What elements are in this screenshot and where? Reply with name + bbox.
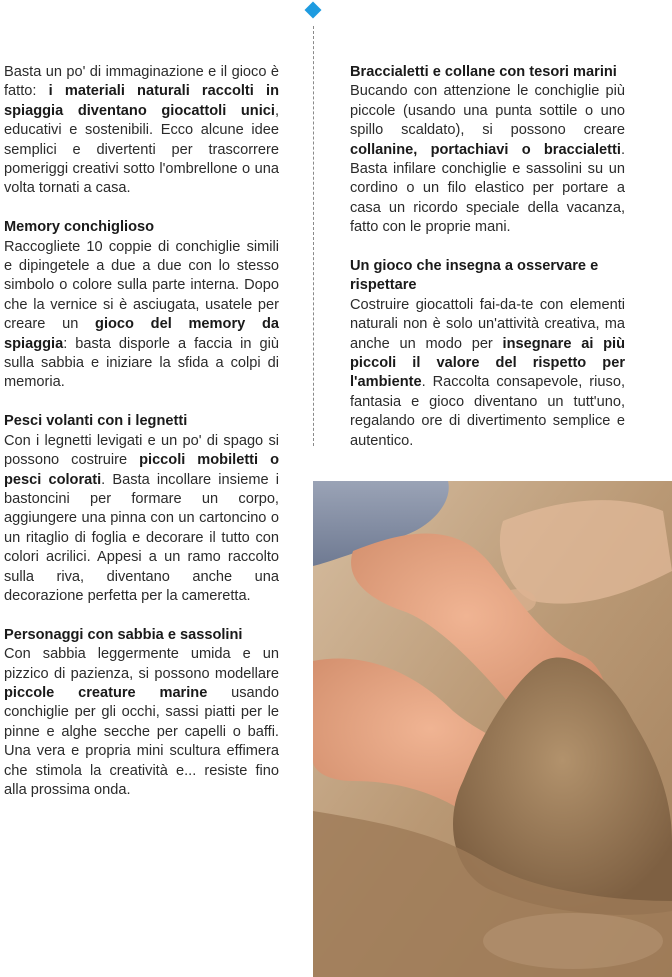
memory-heading: Memory conchiglioso — [4, 219, 155, 236]
osservare-heading: Un gioco che insegna a osservare e rispettare — [350, 258, 599, 294]
pesci-heading: Pesci volanti con i legnetti — [4, 413, 188, 430]
pesci-paragraph: Con i legnetti levigati e un po' di spago si possono costruire piccoli mobiletti o pesci colorati. Basta incollare insieme i bastoncini per formare un corpo, aggiungere una pinna con un cartoncino o un ritaglio di foglia e decorare il tutto con colori acrilici. Appesi a un ramo raccolto sulla riva, diventano anche una decorazione perfetta per la cameretta. — [4, 432, 279, 604]
osservare-section — [350, 257, 625, 451]
memory-paragraph: Raccogliete 10 coppie di conchiglie simili e dipingetele a due a due con lo stesso simbolo o colore sulla parte interna. Dopo che la vernice si è asciugata, usatele per creare un gioco del memory da spiaggia: basta disporle a faccia in giù sulla sabbia e iniziare la sfida a colpi di memoria. — [4, 238, 279, 391]
braccialetti-section — [350, 63, 625, 238]
sand-blur — [483, 913, 663, 969]
braccialetti-heading: Braccialetti e collane con tesori marini — [350, 64, 617, 80]
diamond-ornament-icon — [305, 2, 322, 19]
intro-section — [4, 63, 279, 199]
column-divider — [313, 26, 314, 446]
personaggi-paragraph: Con sabbia leggermente umida e un pizzico di pazienza, si possono modellare piccole creature marine usando conchiglie per gli occhi, sassi piatti per le pinne e alghe secche per capelli o baffi. Una vera e propria mini scultura effimera che stimola la creatività e... resiste fino alla prossima onda. — [4, 646, 279, 798]
left-column — [4, 63, 279, 820]
pesci-section — [4, 412, 279, 606]
personaggi-section — [4, 626, 279, 801]
child-playing-sand-photo — [313, 481, 672, 977]
osservare-paragraph: Costruire giocattoli fai-da-te con elementi naturali non è solo un'attività creativa, ma anche un modo per insegnare ai più piccoli il valore del rispetto per l'ambiente. Raccolta consapevole, riuso, fantasia e gioco diventano un tutt'uno, regalando ore di divertimento semplice e autentico. — [350, 296, 625, 449]
braccialetti-paragraph: Bucando con attenzione le conchiglie più piccole (usando una punta sottile o uno spillo scaldato), si possono creare collanine, portachiavi o braccialetti. Basta infilare conchiglie e sassolini su un cordino o un filo elastico per portare a casa un ricordo speciale della vacanza, fatto con le proprie mani. — [350, 83, 625, 236]
photo-illustration — [313, 481, 672, 977]
intro-paragraph: Basta un po' di immaginazione e il gioco è fatto: i materiali naturali raccolti in spiaggia diventano giocattoli unici, educativi e sostenibili. Ecco alcune idee semplici e divertenti per trascorrere pomeriggi creativi sotto l'ombrellone o una volta tornati a casa. — [4, 64, 279, 197]
personaggi-heading: Personaggi con sabbia e sassolini — [4, 626, 243, 643]
memory-section — [4, 218, 279, 393]
right-column — [350, 63, 625, 471]
